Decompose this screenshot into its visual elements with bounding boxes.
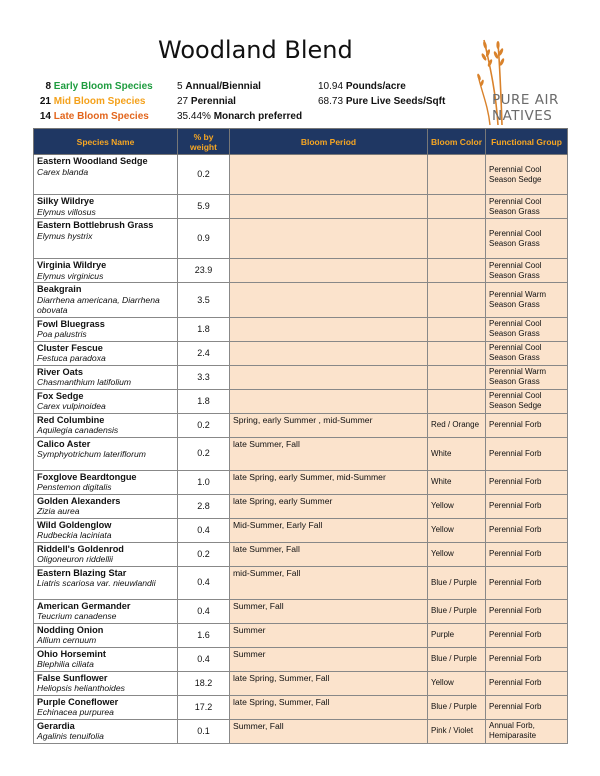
monarch-stat: 35.44% Monarch preferred bbox=[177, 111, 303, 122]
table-row bbox=[34, 219, 568, 259]
scientific-name: Diarrhena americana, Diarrhena obovata bbox=[37, 294, 160, 315]
species-cell bbox=[34, 341, 178, 365]
functional-group-cell: Perennial Cool Season Grass bbox=[486, 195, 568, 219]
functional-group-cell: Perennial Forb bbox=[486, 413, 568, 437]
table-row bbox=[34, 623, 568, 647]
weight-cell: 0.2 bbox=[178, 542, 230, 566]
species-cell bbox=[34, 259, 178, 283]
page-title: Woodland Blend bbox=[158, 36, 353, 64]
bloom-period-cell bbox=[230, 365, 428, 389]
common-name: Calico Aster bbox=[37, 438, 91, 449]
scientific-name: Echinacea purpurea bbox=[37, 707, 114, 717]
pls-stat: 68.73 Pure Live Seeds/Sqft bbox=[318, 96, 446, 107]
early-bloom-stat: 8 Early Bloom Species bbox=[45, 81, 153, 92]
scientific-name: Symphyotrichum lateriflorum bbox=[37, 449, 146, 459]
functional-group-cell: Perennial Warm Season Grass bbox=[486, 365, 568, 389]
functional-group-cell: Perennial Cool Season Grass bbox=[486, 259, 568, 283]
bloom-color-cell: Blue / Purple bbox=[428, 647, 486, 671]
common-name: Cluster Fescue bbox=[37, 342, 103, 353]
seeding-stats bbox=[318, 79, 445, 109]
table-row bbox=[34, 195, 568, 219]
bloom-period-cell: Spring, early Summer , mid-Summer bbox=[230, 413, 428, 437]
species-cell bbox=[34, 566, 178, 599]
common-name: Silky Wildrye bbox=[37, 196, 95, 206]
bloom-period-cell: mid-Summer, Fall bbox=[230, 566, 428, 599]
table-row bbox=[34, 437, 568, 470]
functional-group-cell: Perennial Cool Season Grass bbox=[486, 219, 568, 259]
col-functional-group: Functional Group bbox=[486, 129, 568, 155]
functional-group-cell: Perennial Cool Season Sedge bbox=[486, 389, 568, 413]
species-cell bbox=[34, 155, 178, 195]
table-header-row bbox=[34, 129, 568, 155]
bloom-color-cell bbox=[428, 389, 486, 413]
functional-group-cell: Perennial Forb bbox=[486, 494, 568, 518]
bloom-period-cell bbox=[230, 283, 428, 318]
scientific-name: Elymus virginicus bbox=[37, 270, 104, 281]
scientific-name: Poa palustris bbox=[37, 329, 87, 339]
common-name: River Oats bbox=[37, 366, 83, 377]
pounds-stat: 10.94 Pounds/acre bbox=[318, 81, 406, 92]
bloom-period-cell: late Spring, Summer, Fall bbox=[230, 695, 428, 719]
bloom-color-cell: Red / Orange bbox=[428, 413, 486, 437]
late-bloom-stat: 14 Late Bloom Species bbox=[39, 111, 149, 122]
common-name: Nodding Onion bbox=[37, 624, 104, 635]
species-cell bbox=[34, 283, 178, 318]
table-row bbox=[34, 413, 568, 437]
functional-group-cell: Perennial Forb bbox=[486, 671, 568, 695]
common-name: Riddell's Goldenrod bbox=[37, 543, 124, 554]
weight-cell: 2.8 bbox=[178, 494, 230, 518]
common-name: American Germander bbox=[37, 600, 131, 611]
table-row bbox=[34, 389, 568, 413]
col-species-name: Species Name bbox=[34, 129, 178, 155]
bloom-color-cell: Yellow bbox=[428, 671, 486, 695]
bloom-color-cell bbox=[428, 317, 486, 341]
table-row bbox=[34, 695, 568, 719]
scientific-name: Allium cernuum bbox=[37, 635, 97, 645]
bloom-period-cell: late Summer, Fall bbox=[230, 542, 428, 566]
species-cell bbox=[34, 437, 178, 470]
bloom-color-cell: Yellow bbox=[428, 542, 486, 566]
bloom-color-cell: Blue / Purple bbox=[428, 695, 486, 719]
weight-cell: 1.8 bbox=[178, 317, 230, 341]
species-cell bbox=[34, 647, 178, 671]
bloom-period-cell bbox=[230, 155, 428, 195]
functional-group-cell: Perennial Forb bbox=[486, 623, 568, 647]
common-name: False Sunflower bbox=[37, 672, 108, 683]
bloom-color-cell: Purple bbox=[428, 623, 486, 647]
bloom-period-cell bbox=[230, 219, 428, 259]
scientific-name: Agalinis tenuifolia bbox=[37, 731, 104, 741]
common-name: Fowl Bluegrass bbox=[37, 318, 105, 329]
bloom-period-cell bbox=[230, 341, 428, 365]
scientific-name: Carex blanda bbox=[37, 166, 89, 177]
functional-group-cell: Perennial Forb bbox=[486, 566, 568, 599]
weight-cell: 0.4 bbox=[178, 566, 230, 599]
bloom-period-cell bbox=[230, 389, 428, 413]
common-name: Gerardia bbox=[37, 720, 75, 731]
scientific-name: Oligoneuron riddellii bbox=[37, 554, 113, 564]
species-cell bbox=[34, 365, 178, 389]
table-row bbox=[34, 283, 568, 318]
scientific-name: Chasmanthium latifolium bbox=[37, 377, 132, 387]
bloom-period-cell: Mid-Summer, Early Fall bbox=[230, 518, 428, 542]
weight-cell: 5.9 bbox=[178, 195, 230, 219]
bloom-color-cell bbox=[428, 341, 486, 365]
functional-group-cell: Perennial Cool Season Sedge bbox=[486, 155, 568, 195]
functional-group-cell: Perennial Forb bbox=[486, 647, 568, 671]
table-row bbox=[34, 317, 568, 341]
bloom-color-cell: Yellow bbox=[428, 494, 486, 518]
common-name: Virginia Wildrye bbox=[37, 260, 107, 270]
functional-group-cell: Annual Forb, Hemiparasite bbox=[486, 719, 568, 743]
bloom-period-cell: late Spring, early Summer bbox=[230, 494, 428, 518]
bloom-color-cell: White bbox=[428, 437, 486, 470]
bloom-period-cell: Summer bbox=[230, 623, 428, 647]
bloom-period-cell: late Summer, Fall bbox=[230, 437, 428, 470]
species-table bbox=[33, 128, 568, 744]
table-row bbox=[34, 259, 568, 283]
bloom-color-cell: Blue / Purple bbox=[428, 566, 486, 599]
bloom-stats bbox=[31, 79, 153, 124]
bloom-color-cell: Blue / Purple bbox=[428, 599, 486, 623]
scientific-name: Rudbeckia laciniata bbox=[37, 530, 112, 540]
common-name: Beakgrain bbox=[37, 284, 82, 294]
functional-group-cell: Perennial Cool Season Grass bbox=[486, 317, 568, 341]
species-cell bbox=[34, 719, 178, 743]
bloom-color-cell: Yellow bbox=[428, 518, 486, 542]
common-name: Eastern Blazing Star bbox=[37, 567, 127, 578]
col-bloom-color: Bloom Color bbox=[428, 129, 486, 155]
weight-cell: 1.6 bbox=[178, 623, 230, 647]
common-name: Red Columbine bbox=[37, 414, 105, 425]
bloom-color-cell bbox=[428, 365, 486, 389]
col-bloom-period: Bloom Period bbox=[230, 129, 428, 155]
table-row bbox=[34, 599, 568, 623]
col-weight: % by weight bbox=[178, 129, 230, 155]
functional-group-cell: Perennial Forb bbox=[486, 518, 568, 542]
functional-group-cell: Perennial Forb bbox=[486, 437, 568, 470]
annual-stat: 5 Annual/Biennial bbox=[177, 81, 261, 92]
table-row bbox=[34, 566, 568, 599]
bloom-color-cell bbox=[428, 259, 486, 283]
species-cell bbox=[34, 542, 178, 566]
species-cell bbox=[34, 494, 178, 518]
species-cell bbox=[34, 219, 178, 259]
scientific-name: Aquilegia canadensis bbox=[37, 425, 119, 435]
species-table-body bbox=[34, 155, 568, 744]
species-cell bbox=[34, 623, 178, 647]
lifecycle-stats bbox=[177, 79, 302, 124]
scientific-name: Zizia aurea bbox=[37, 506, 80, 516]
common-name: Golden Alexanders bbox=[37, 495, 121, 506]
species-cell bbox=[34, 413, 178, 437]
table-row bbox=[34, 518, 568, 542]
functional-group-cell: Perennial Forb bbox=[486, 695, 568, 719]
common-name: Eastern Bottlebrush Grass bbox=[37, 220, 154, 230]
scientific-name: Teucrium canadense bbox=[37, 611, 117, 621]
scientific-name: Heliopsis helianthoides bbox=[37, 683, 125, 693]
weight-cell: 1.8 bbox=[178, 389, 230, 413]
table-row bbox=[34, 155, 568, 195]
scientific-name: Carex vulpinoidea bbox=[37, 401, 106, 411]
bloom-period-cell: Summer bbox=[230, 647, 428, 671]
scientific-name: Liatris scariosa var. nieuwlandii bbox=[37, 578, 156, 588]
table-row bbox=[34, 470, 568, 494]
weight-cell: 0.9 bbox=[178, 219, 230, 259]
weight-cell: 17.2 bbox=[178, 695, 230, 719]
scientific-name: Elymus villosus bbox=[37, 206, 96, 217]
common-name: Wild Goldenglow bbox=[37, 519, 112, 530]
species-cell bbox=[34, 470, 178, 494]
species-cell bbox=[34, 317, 178, 341]
table-row bbox=[34, 365, 568, 389]
bloom-color-cell bbox=[428, 219, 486, 259]
functional-group-cell: Perennial Cool Season Grass bbox=[486, 341, 568, 365]
common-name: Fox Sedge bbox=[37, 390, 84, 401]
common-name: Eastern Woodland Sedge bbox=[37, 156, 148, 166]
bloom-color-cell bbox=[428, 155, 486, 195]
common-name: Ohio Horsemint bbox=[37, 648, 106, 659]
bloom-color-cell: Pink / Violet bbox=[428, 719, 486, 743]
scientific-name: Penstemon digitalis bbox=[37, 482, 112, 492]
bloom-color-cell bbox=[428, 283, 486, 318]
weight-cell: 0.4 bbox=[178, 599, 230, 623]
species-cell bbox=[34, 671, 178, 695]
weight-cell: 2.4 bbox=[178, 341, 230, 365]
scientific-name: Elymus hystrix bbox=[37, 230, 93, 241]
table-row bbox=[34, 542, 568, 566]
bloom-period-cell: Summer, Fall bbox=[230, 719, 428, 743]
weight-cell: 3.3 bbox=[178, 365, 230, 389]
table-row bbox=[34, 341, 568, 365]
bloom-period-cell bbox=[230, 259, 428, 283]
weight-cell: 0.2 bbox=[178, 155, 230, 195]
weight-cell: 18.2 bbox=[178, 671, 230, 695]
weight-cell: 0.1 bbox=[178, 719, 230, 743]
table-row bbox=[34, 494, 568, 518]
species-cell bbox=[34, 195, 178, 219]
common-name: Foxglove Beardtongue bbox=[37, 471, 137, 482]
weight-cell: 23.9 bbox=[178, 259, 230, 283]
weight-cell: 1.0 bbox=[178, 470, 230, 494]
table-row bbox=[34, 647, 568, 671]
perennial-stat: 27 Perennial bbox=[177, 96, 236, 107]
weight-cell: 0.4 bbox=[178, 518, 230, 542]
brand-logo-text: PURE AIR NATIVES bbox=[492, 92, 559, 124]
bloom-period-cell: late Spring, Summer, Fall bbox=[230, 671, 428, 695]
common-name: Purple Coneflower bbox=[37, 696, 119, 707]
species-cell bbox=[34, 695, 178, 719]
mid-bloom-stat: 21 Mid Bloom Species bbox=[39, 96, 146, 107]
bloom-period-cell bbox=[230, 317, 428, 341]
weight-cell: 0.4 bbox=[178, 647, 230, 671]
species-cell bbox=[34, 518, 178, 542]
functional-group-cell: Perennial Forb bbox=[486, 599, 568, 623]
bloom-period-cell bbox=[230, 195, 428, 219]
scientific-name: Festuca paradoxa bbox=[37, 353, 106, 363]
bloom-period-cell: late Spring, early Summer, mid-Summer bbox=[230, 470, 428, 494]
scientific-name: Blephilia ciliata bbox=[37, 659, 94, 669]
functional-group-cell: Perennial Forb bbox=[486, 470, 568, 494]
weight-cell: 0.2 bbox=[178, 437, 230, 470]
functional-group-cell: Perennial Warm Season Grass bbox=[486, 283, 568, 318]
bloom-color-cell: White bbox=[428, 470, 486, 494]
functional-group-cell: Perennial Forb bbox=[486, 542, 568, 566]
table-row bbox=[34, 671, 568, 695]
species-cell bbox=[34, 599, 178, 623]
species-cell bbox=[34, 389, 178, 413]
bloom-period-cell: Summer, Fall bbox=[230, 599, 428, 623]
table-row bbox=[34, 719, 568, 743]
weight-cell: 0.2 bbox=[178, 413, 230, 437]
bloom-color-cell bbox=[428, 195, 486, 219]
weight-cell: 3.5 bbox=[178, 283, 230, 318]
